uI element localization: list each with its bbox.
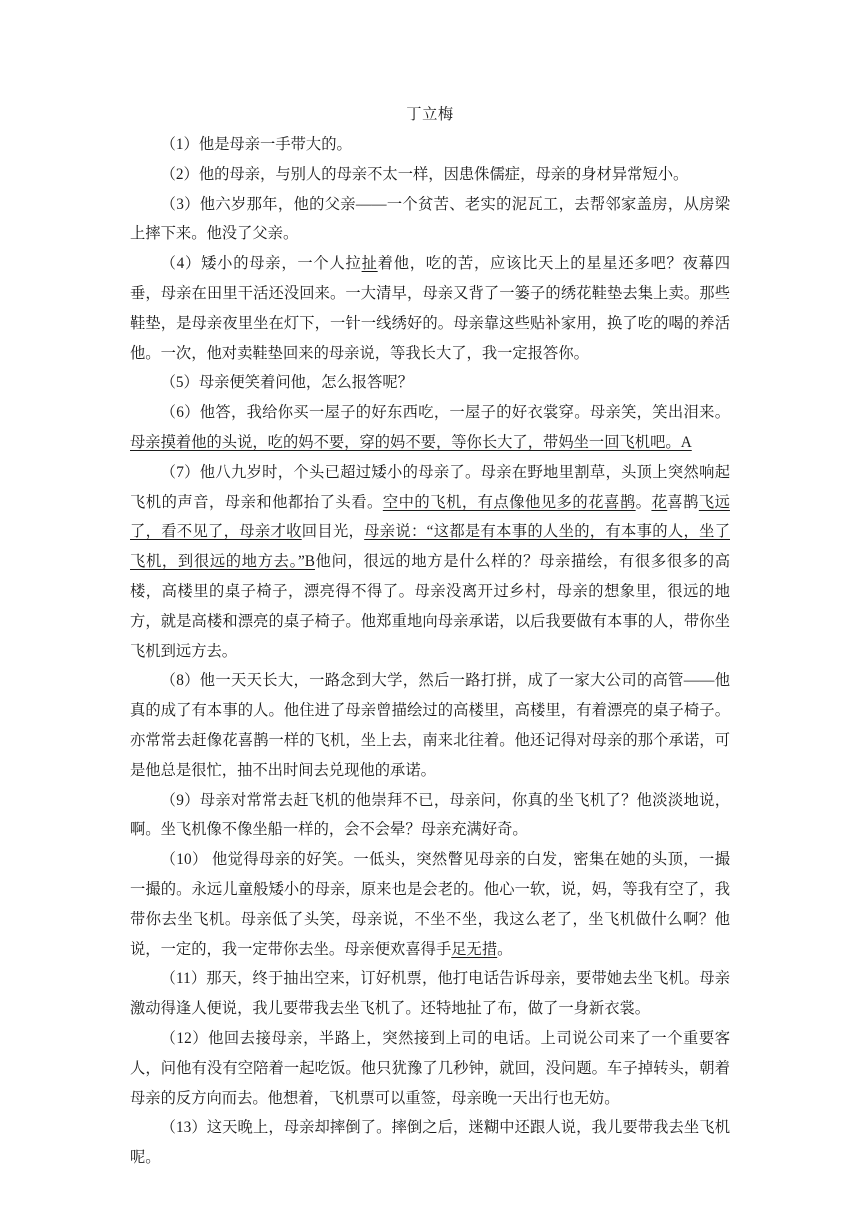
underlined-text: 母亲摸着他的头说，吃的妈不要，穿的妈不要，等你长大了，带妈坐一回飞机吧。A (130, 433, 692, 451)
underlined-text: 母亲说：“这都是有本事的人坐的，有本事的人，坐了飞机，到很远的地方去。”B (130, 523, 730, 571)
paragraph-text: （5）母亲便笑着问他，怎么报答呢？ (160, 374, 413, 392)
paragraph-text: 他问，很远的地方是什么样的？母亲描绘，有很多很多的高楼，高楼里的桌子椅子，漂亮得不得了。母亲没离开过乡村，母亲的想象里，很远的地方，就是高楼和漂亮的桌子椅子。他郑重地向母亲承诺，以后我要做有本事的人，带你坐飞机到远方去。 (130, 553, 730, 660)
paragraph-6 (130, 398, 730, 458)
paragraph-text: （4）矮小的母亲，一个人拉 (160, 255, 362, 273)
paragraph-text: （1）他是母亲一手带大的。 (160, 136, 352, 153)
underlined-text: 飞远了，看不见了，母亲才收 (130, 493, 730, 541)
underlined-text: 扯 (361, 255, 378, 273)
underlined-text: 空中的飞机，有点像他见多的花喜鹊 (382, 493, 636, 511)
paragraph-text: （2）他的母亲，与别人的母亲不太一样，因患侏儒症，母亲的身材异常短小。 (160, 165, 689, 183)
paragraph-1 (130, 130, 730, 160)
paragraph-9 (130, 786, 730, 846)
paragraph-text: 。 (635, 493, 652, 511)
underlined-text: 足无措 (451, 940, 498, 958)
paragraph-10 (130, 845, 730, 964)
paragraph-text: （12）他回去接母亲，半路上，突然接到上司的电话。上司说公司来了一个重要客人，问他有没有空陪着一起吃饭。他只犹豫了几秒钟，就回，没问题。车子掉转头，朝着母亲的反方向而去。他想着，飞机票可以重签，母亲晚一天出行也无妨。 (130, 1029, 730, 1107)
paragraph-text: 喜鹊 (667, 493, 699, 511)
paragraph-13 (130, 1113, 730, 1173)
paragraph-text: 着他，吃的苦，应该比天上的星星还多吧？夜幕四垂，母亲在田里干活还没回来。一大清早，母亲又背了一篓子的绣花鞋垫去集上卖。那些鞋垫，是母亲夜里坐在灯下，一针一线绣好的。母亲靠这些贴补家用，换了吃的喝的养活他。一次，他对卖鞋垫回来的母亲说，等我长大了，我一定报答你。 (130, 255, 730, 362)
paragraph-text: （9）母亲对常常去赶飞机的他崇拜不已，母亲问，你真的坐飞机了？他淡淡地说，啊。坐飞机像不像坐船一样的，会不会晕？母亲充满好奇。 (130, 791, 730, 839)
paragraph-text: （3）他六岁那年，他的父亲——一个贫苦、老实的泥瓦工，去帮邻家盖房，从房梁上摔下来。他没了父亲。 (130, 195, 730, 243)
paragraph-text: （8）他一天天长大，一路念到大学，然后一路打拼，成了一家大公司的高管——他真的成了有本事的人。他住进了母亲曾描绘过的高楼里，高楼里，有着漂亮的桌子椅子。亦常常去赶像花喜鹊一样的飞机，坐上去，南来北往着。他还记得对母亲的那个承诺，可是他总是很忙，抽不出时间去兑现他的承诺。 (130, 672, 730, 779)
paragraph-8 (130, 666, 730, 785)
paragraph-2 (130, 160, 730, 190)
paragraph-3 (130, 190, 730, 250)
paragraph-text: （11）那天，终于抽出空来，订好机票，他打电话告诉母亲，要带她去坐飞机。母亲激动得逢人便说，我儿要带我去坐飞机了。还特地扯了布，做了一身新衣裳。 (130, 970, 730, 1018)
paragraph-11 (130, 964, 730, 1024)
paragraph-text: （13）这天晚上，母亲却摔倒了。摔倒之后，迷糊中还跟人说，我儿要带我去坐飞机呢。 (130, 1119, 730, 1167)
paragraph-text: （6）他答，我给你买一屋子的好东西吃，一屋子的好衣裳穿。母亲笑，笑出泪来。 (160, 404, 730, 422)
paragraph-12 (130, 1024, 730, 1113)
article-body (130, 130, 730, 1173)
paragraph-text: 回目光， (301, 523, 365, 541)
paragraph-text: （10） 他觉得母亲的好笑。一低头，突然瞥见母亲的白发，密集在她的头顶，一撮一撮的。永远儿童般矮小的母亲，原来也是会老的。他心一软，说，妈，等我有空了，我带你去坐飞机。母亲低了头笑，母亲说，不坐不坐，我这么老了，坐飞机做什么啊？他说，一定的，我一定带你去坐。母亲便欢喜得手 (130, 851, 730, 958)
paragraph-4 (130, 249, 730, 368)
paragraph-text: 。 (497, 940, 513, 958)
author-name: 丁立梅 (406, 106, 454, 123)
underlined-text: 花 (651, 493, 668, 511)
paragraph-text: （7）他八九岁时，个头已超过矮小的母亲了。母亲在野地里割草，头顶上突然响起飞机的声音，母亲和他都抬了头看。 (130, 463, 730, 511)
paragraph-5 (130, 368, 730, 398)
paragraph-7 (130, 458, 730, 667)
